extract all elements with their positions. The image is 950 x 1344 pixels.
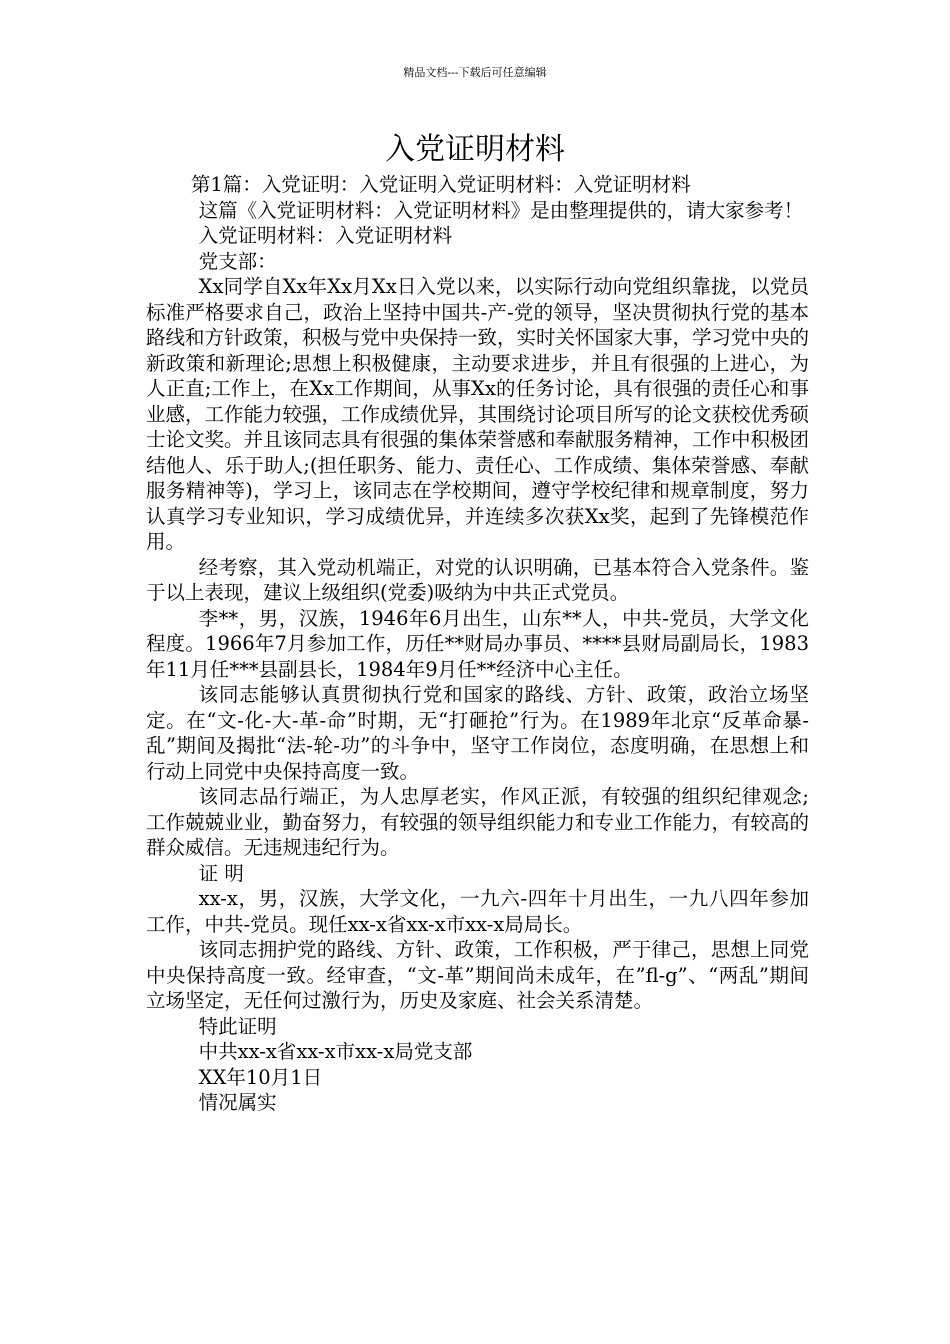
salutation: 党支部： — [198, 249, 277, 273]
document-title: 入党证明材料 — [385, 132, 565, 167]
verification-note: 情况属实 — [198, 1091, 277, 1114]
document-body — [146, 172, 809, 1116]
body-paragraph: 该同志拥护党的路线、方针、政策，工作积极，严于律己，思想上同党中央保持高度一致。经审查，“文-革”期间尚未成年，在”fl-g”、“两乱”期间立场坚定，无任何过激行为，历史及家庭、社会关系清楚。 — [146, 938, 809, 1012]
chapter-heading: 第1篇：入党证明：入党证明入党证明材料：入党证明材料 — [190, 173, 691, 196]
date-line: XX年10月1日 — [198, 1065, 323, 1089]
signatory: 中共xx-x省xx-x市xx-x局党支部 — [198, 1040, 473, 1063]
body-paragraph: xx-x，男，汉族，大学文化，一九六-四年十月出生，一九八四年参加工作，中共-党员。现任xx-x省xx-x市xx-x局局长。 — [146, 887, 809, 936]
page-header: 精品文档---下载后可任意编辑 — [403, 66, 547, 79]
body-paragraph: 经考察，其入党动机端正，对党的认识明确，已基本符合入党条件。鉴于以上表现，建议上级组织(党委)吸纳为中共正式党员。 — [146, 555, 809, 604]
body-paragraph: 李**，男，汉族，1946年6月出生，山东**人，中共-党员，大学文化程度。1966年7月参加工作，历任**财局办事员、****县财局副局长，1983年11月任***县副县长，1984年9月任**经济中心主任。 — [146, 606, 809, 681]
closing-line: 特此证明 — [198, 1014, 277, 1038]
section-heading: 入党证明材料：入党证明材料 — [198, 224, 453, 247]
intro-paragraph: 这篇《入党证明材料：入党证明材料》是由整理提供的，请大家参考！ — [198, 198, 804, 222]
body-paragraph: 该同志能够认真贯彻执行党和国家的路线、方针、政策，政治立场坚定。在“文-化-大-革-命”时期，无“打砸抢”行为。在1989年北京“反革命暴-乱”期间及揭批“法-轮-功”的斗争中，坚守工作岗位，态度明确，在思想上和行动上同党中央保持高度一致。 — [146, 683, 809, 783]
certificate-heading: 证 明 — [198, 861, 244, 885]
body-paragraph: 该同志品行端正，为人忠厚老实，作风正派，有较强的组织纪律观念;工作兢兢业业，勤奋努力，有较强的领导组织能力和专业工作能力，有较高的群众威信。无违规违纪行为。 — [146, 785, 810, 859]
body-paragraph: Xx同学自Xx年Xx月Xx日入党以来，以实际行动向党组织靠拢，以党员标准严格要求自己，政治上坚持中国共-产-党的领导，坚决贯彻执行党的基本路线和方针政策，积极与党中央保持一致，实时关怀国家大事，学习党中央的新政策和新理论;思想上积极健康，主动要求进步，并且有很强的上进心，为人正直;工作上，在Xx工作期间，从事Xx的任务讨论，具有很强的责任心和事业感，工作能力较强，工作成绩优异，其围绕讨论项目所写的论文获校优秀硕士论文奖。并且该同志具有很强的集体荣誉感和奉献服务精神，工作中积极团结他人、乐于助人;(担任职务、能力、责任心、工作成绩、集体荣誉感、奉献服务精神等)，学习上，该同志在学校期间，遵守学校纪律和规章制度，努力认真学习专业知识，学习成绩优异，并连续多次获Xx奖，起到了先锋模范作用。 — [146, 275, 810, 553]
